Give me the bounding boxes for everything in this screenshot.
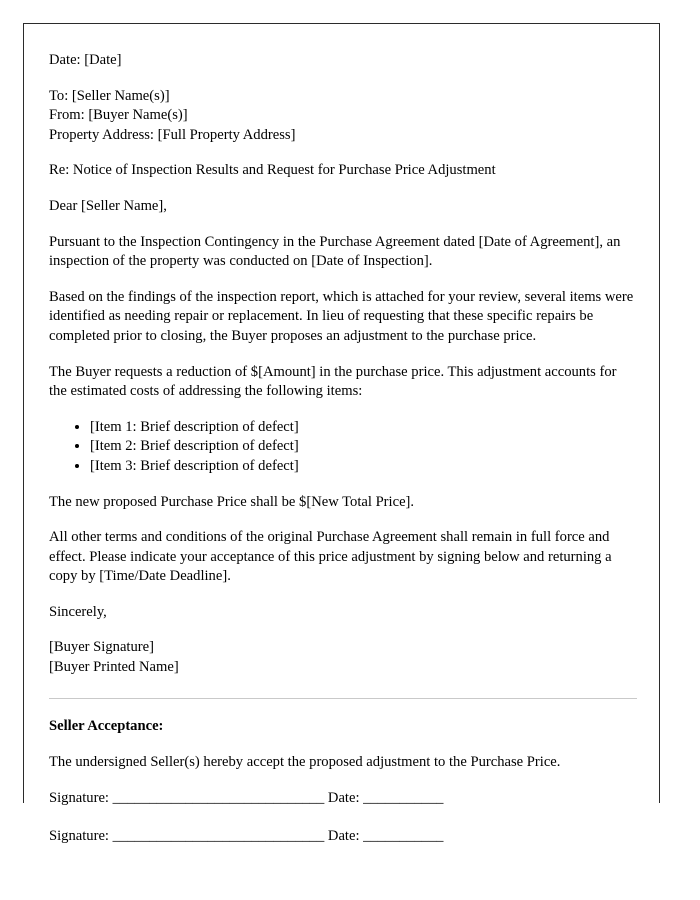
defect-item-list [49, 418, 637, 477]
date-rule-1[interactable]: ___________ [363, 789, 444, 806]
paragraph-inspection-contingency: Pursuant to the Inspection Contingency in the Purchase Agreement dated [Date of Agreement], an inspection of the property was conducted on [Date of Inspection]. [49, 233, 621, 270]
salutation: Dear [Seller Name], [49, 197, 167, 214]
buyer-signature-block [49, 638, 637, 677]
seller-acceptance-statement: The undersigned Seller(s) hereby accept the proposed adjustment to the Purchase Price. [49, 754, 561, 771]
date-rule-2[interactable]: ___________ [363, 828, 444, 845]
property-address-line: Property Address: [Full Property Address] [49, 126, 296, 143]
seller-acceptance-heading: Seller Acceptance: [49, 717, 164, 734]
signature-label-2: Signature: [49, 828, 113, 845]
to-line: To: [Seller Name(s)] [49, 87, 170, 104]
signature-label-1: Signature: [49, 789, 113, 806]
date-label-2: Date: [324, 828, 364, 845]
list-item: • [Item 1: Brief description of defect] [90, 418, 637, 438]
paragraph-other-terms: All other terms and conditions of the original Purchase Agreement shall remain in full force and effect. Please indicate your acceptance of this price adjustment by signing below and returning a copy by [Time/Date Deadline]. [49, 529, 612, 585]
date-label-1: Date: [324, 789, 364, 806]
document-page [23, 23, 660, 845]
buyer-printed-name-placeholder: [Buyer Printed Name] [49, 659, 179, 676]
paragraph-new-purchase-price: The new proposed Purchase Price shall be $[New Total Price]. [49, 493, 415, 510]
section-divider [49, 698, 637, 699]
paragraph-findings: Based on the findings of the inspection report, which is attached for your review, several items were identified as needing repair or replacement. In lieu of requesting that these specific repairs be completed prior to closing, the Buyer proposes an adjustment to the purchase price. [49, 288, 634, 344]
seller-signature-row-1 [49, 789, 637, 809]
seller-signature-row-2 [49, 827, 637, 847]
paragraph-reduction-request: The Buyer requests a reduction of $[Amount] in the purchase price. This adjustment accounts for the estimated costs of addressing the following items: [49, 363, 617, 400]
address-block [49, 87, 637, 146]
date-line: Date: [Date] [49, 52, 122, 68]
from-line: From: [Buyer Name(s)] [49, 107, 188, 124]
subject-line: Re: Notice of Inspection Results and Request for Purchase Price Adjustment [49, 162, 496, 179]
signature-rule-1[interactable]: _____________________________ [112, 789, 325, 806]
list-item: • [Item 2: Brief description of defect] [90, 437, 637, 457]
closing-salutation: Sincerely, [49, 603, 107, 620]
document-body [24, 24, 659, 847]
list-item: • [Item 3: Brief description of defect] [90, 457, 637, 477]
buyer-signature-placeholder: [Buyer Signature] [49, 639, 154, 656]
signature-rule-2[interactable]: _____________________________ [112, 828, 325, 845]
